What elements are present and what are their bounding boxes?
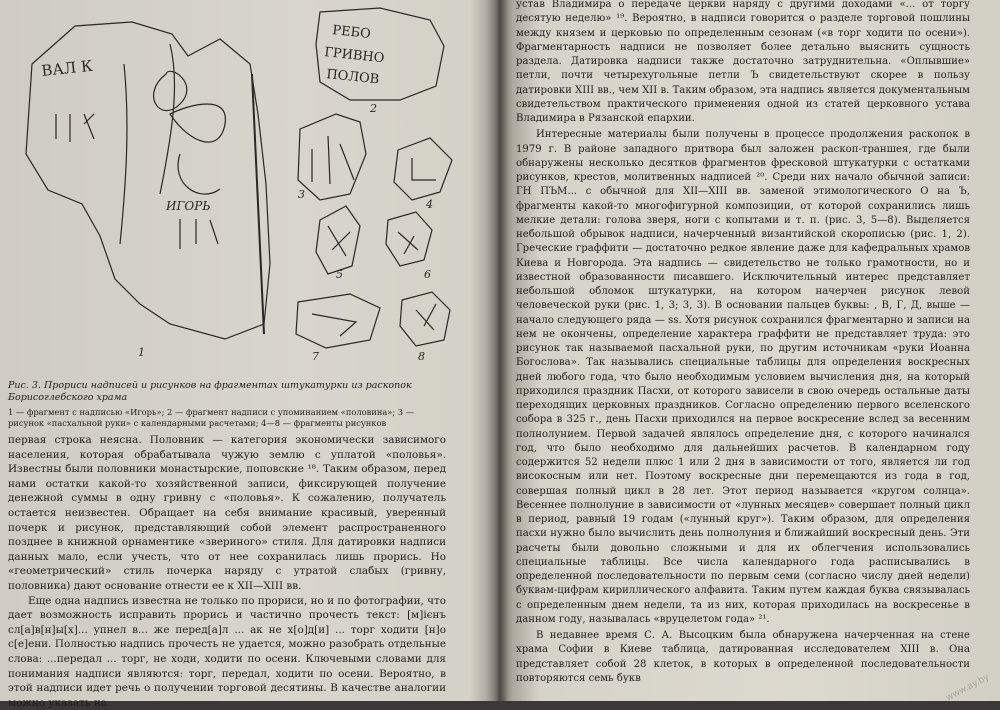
right-paragraph-3: В недавнее время С. А. Высоцким была обнаружена начерченная на стене храма Софии в Киеве таблица, датированная исследователем XIII в. Она представляет собой 28 клеток, в которых в определенной последовательности повторяются семь букв: [516, 630, 970, 684]
fragment-4-outline: [394, 138, 452, 200]
right-body-text: [516, 0, 970, 686]
inscription-2-line-2: ГРИВНО: [323, 45, 386, 67]
fragment-number-7: 7: [312, 350, 319, 363]
left-paragraph-2: Еще одна надпись известна не только по прориси, но и по фотографии, что дает возможность исправить прорись и частично прочесть текст: [м]ієнъ сл[а]в[н]ы[х]... упнел в... же перед[а]л ... ак не х[о]д[и] ... торг ходити [н]о с[е]ени. Полностью надпись прочесть не удается, можно разобрать отдельные слова: ...передал ... торг, не ходи, ходити по осени. Ключевыми словами для понимания надписи являются: торг, передал, ходити по осени. Вероятно, в этой надписи идет речь о получении торговой десятины. В качестве аналогии можно указать на: [8, 594, 446, 709]
fragment-number-8: 8: [418, 350, 425, 363]
right-paragraph-2: Интересные материалы были получены в процессе продолжения раскопок в 1979 г. В районе западного притвора был заложен раскоп-траншея, где были обнаружены несколько десятков фрагментов фресковой штукатурки с остатками рисунков, крестов, молитвенных надписей ²⁰. Среди них начало обычной записи: ГН ПЪМ... с обычной для XII—XIII вв. заменой этимологического О на Ъ, фрагменты какой-то многофигурной композиции, от которой сохранились лишь мелкие детали: голова зверя, ноги с копытами и т. п. (рис. 3, 5—8). Выделяется небольшой обрывок надписи, начерченный византийской скорописью (рис. 1, 2). Греческие граффити — достаточно редкое явление даже для кафедральных храмов Киева и Новгорода. Эта надпись — свидетельство не только грамотности, но и известной образованности писавшего. Исключительный интерес представляет небольшой обломок штукатурки, на котором начерчен рисунок левой человеческой руки (рис. 1, 3; 3, 3). В основании пальцев буквы: , В, Г, Д, выше — начало следующего ряда — ѕѕ. Хотя рисунок сохранился фрагментарно и записи на нем не окончены, определение характера граффити не представляет труда: это рисунок так называемой пасхальной руки, по другим источникам «руки Иоанна Богослова». Так назывались специальные таблицы для определения воскресных дней любого года, что было необходимым условием вычисления дня, на который приходился праздник Пасхи, от которого зависели в свою очередь остальные даты переходящих церковных праздников. Согласно определению первого вселенского собора в 325 г., день Пасхи приходился на первое воскресение вслед за весенним полнолунием. Первой задачей являлось определение дня, с которого начинался год, что было необходимо для дальнейших расчетов. В календарном году содержится 52 недели плюс 1 или 2 дня в зависимости от того, является ли год високосным или нет. Поэтому воскресные дни перемещаются из года в год, совершая полный цикл в 28 лет. Этот период называется «кругом солнца». Весеннее полнолуние в зависимости от «лунных месяцев» совершает полный цикл в период, равный 19 годам («лунный круг»). Таким образом, для определения пасхи нужно было вычислить день полнолуния и ближайший воскресный день. Эти расчеты были довольно сложными и для их облегчения использовались специальные таблицы. Все числа календарного года расписывались в определенной последовательности по первым семи (согласно числу дней недели) буквам-цифрам кириллического алфавита. Таким путем каждая буква связывалась с определенным днем недели, та из них, которая приходилась на воскресенье в данном году, называлась «вруцелетом года» ²¹.: [516, 129, 970, 625]
fragment-number-1: 1: [138, 346, 145, 359]
fragment-number-5: 5: [336, 268, 343, 281]
fragment-3-outline: [298, 114, 366, 200]
fragment-number-3: 3: [298, 188, 305, 201]
right-paragraph-1: устав Владимира о передаче церкви наряду с другими доходами «... от торгу десятую неделю» ¹⁹. Вероятно, в надписи говорится о разделе торговой пошлины между князем и церковью по определенным сезонам («в торг ходити по осени»). Фрагментарность надписи не позволяет более детально выяснить сущность раздела. Датировка надписи также достаточно затруднительна. «Оплывшие» петли, почти четырехугольные петли Ъ свидетельствуют скорее в пользу датировки XIII вв., чем XII в. Таким образом, эта надпись является документальным свидетельством практического применения одной из статей церковного устава Владимира в Рязанской епархии.: [516, 0, 970, 124]
inscription-1-line-2: ИГОРЬ: [166, 199, 211, 213]
site-watermark: www.ay.by: [944, 672, 992, 704]
fragments-figure: [20, 4, 460, 364]
left-page: [0, 0, 492, 709]
fragment-5-outline: [316, 206, 360, 274]
inscription-1-line-1: ВАЛ К: [40, 56, 94, 80]
left-paragraph-1: первая строка неясна. Половник — категория экономически зависимого населения, которая обрабатывала чужую землю с уплатой «половья». Известны были половники монастырские, поповские ¹⁸. Таким образом, перед нами остатки какой-то хозяйственной записи, фиксирующей получение денежной суммы в одну гривну с «половья». К сожалению, получатель остается неизвестен. Обращает на себя внимание красивый, уверенный почерк и рисунок, представляющий собой элемент распространенного позднее в книжной орнаментике «звериного» стиля. Для датировки надписи данных мало, если учесть, что от нее сохранилась лишь прорись. Но «геометрический» стиль почерка наряду с утратой слабых (гривну, половника) дают основание отнести ее к XII—XIII вв.: [8, 434, 446, 592]
fragment-6-outline: [386, 212, 432, 266]
inscription-2-line-3: ПОЛОВ: [325, 67, 380, 88]
left-body-text: [8, 433, 446, 710]
figure-caption: Рис. 3. Прориси надписей и рисунков на фрагментах штукатурки из раскопок Борисоглебского храма: [8, 380, 412, 403]
inscription-2-line-1: РЕБО: [331, 23, 372, 42]
figure-legend: 1 — фрагмент с надписью «Игорь»; 2 — фрагмент надписи с упоминанием «половина»; 3 — рисунок «пасхальной руки» с календарными расчетами; 4—8 — фрагменты рисунков: [8, 407, 415, 428]
knot-ornament: [154, 71, 226, 194]
fragment-7-outline: [296, 294, 380, 348]
fragment-number-6: 6: [424, 268, 431, 281]
right-page: [504, 0, 1000, 704]
fragment-number-4: 4: [426, 198, 433, 211]
fragment-number-2: 2: [370, 102, 377, 115]
fragment-8-outline: [400, 292, 450, 346]
